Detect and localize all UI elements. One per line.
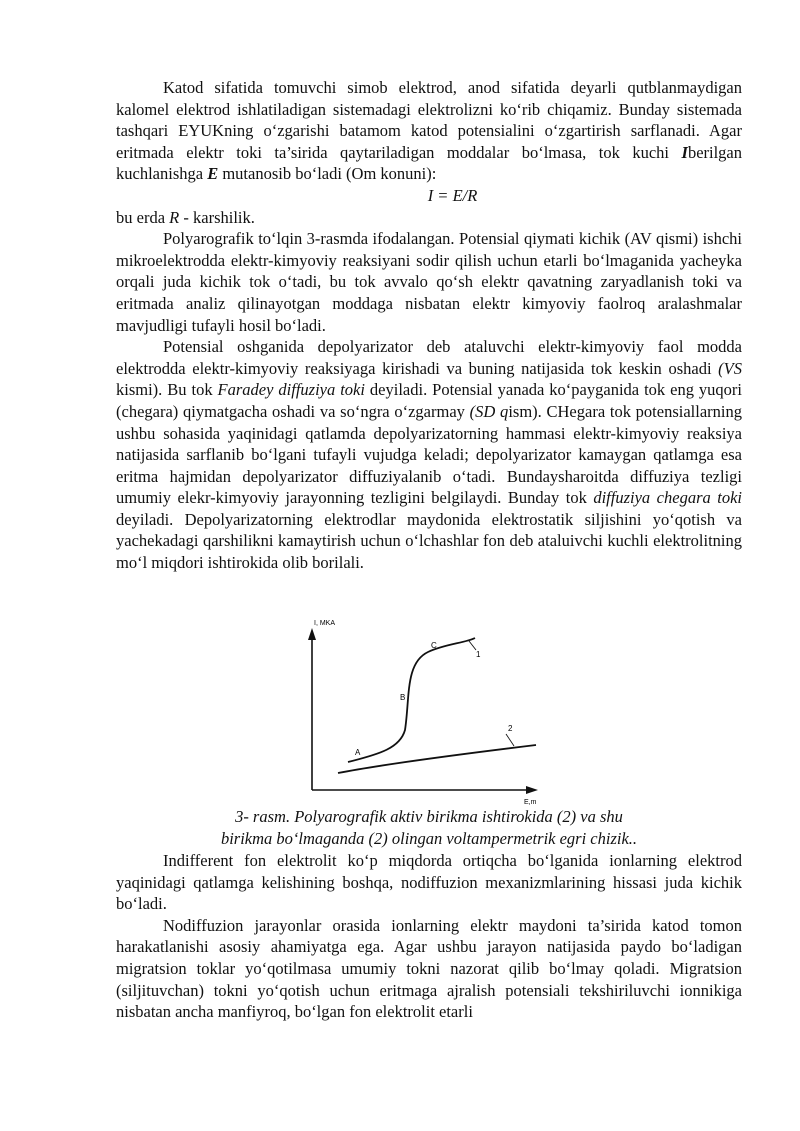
curve-2-leader [506, 734, 514, 746]
ohm-law-formula: I = E/R [427, 185, 478, 205]
point-b-label: B [400, 693, 406, 702]
point-a-label: A [355, 748, 361, 757]
paragraph-2: bu erda R - karshilik. [116, 207, 255, 227]
paragraph-3: Polyarografik to‘lqin 3-rasmda ifodalangan. Potensial qiymati kichik (AV qismi) ishchi mikroelektrodda elektr-kimyoviy reaksiyani sodir qilish uchun etarli bo‘lmaganida yacheyka orqali juda kichik tok o‘tadi, bu tok avvalo qo‘sh elektr qavatning zaryadlanish toki va eritmada analiz qilinayotgan moddaga nisbatan elektr kimyoviy faolroq aralashmalar mavjudligi tufayli hosil bo‘ladi. [116, 229, 742, 335]
curve-2-label: 2 [508, 724, 513, 733]
body-text-top [116, 77, 742, 574]
curve-1 [348, 638, 475, 762]
figure-caption [116, 806, 742, 849]
curve-2 [338, 745, 536, 773]
curve-1-leader [469, 641, 476, 650]
point-c-label: C [431, 641, 437, 650]
paragraph-4: Potensial oshganida depolyarizator deb ataluvchi elektr-kimyoviy faol modda elektrodda elektr-kimyoviy reaksiyaga kirishadi va buning natijasida tok keskin oshadi (VS kismi). Bu tok Faradey diffuziya toki deyiladi. Potensial yanada ko‘payganida tok eng yuqori (chegara) qiymatgacha oshadi va so‘ngra o‘zgarmay (SD qism). CHegara tok potensiallarning ushbu sohasida yaqinidagi qatlamda depolyarizatorning hammasi elektr-kimyoviy reaksiya natijasida sarflanib bo‘lgani tufayli vujudga keladi; depolyarizator kamaygan qatlamga esa eritma hajmidan depolyarizator diffuziyalanib o‘tadi. Bundaysharoitda diffuziya tezligi umumiy elekr-kimyoviy jarayonning tezligini belgilaydi. Bunday tok diffuziya chegara toki deyiladi. Depolyarizatorning elektrodlar maydonida elektrostatik siljishini yo‘qotish va yachekadagi qarshilikni kamaytirish uchun o‘lchashlar fon deb ataluivchi kuchli elektrolitning mo‘l miqdori ishtirokida olib borilali. [116, 337, 742, 573]
paragraph-5: Indifferent fon elektrolit ko‘p miqdorda ortiqcha bo‘lganida ionlarning elektrod yaqinidagi qatlamga kelishining boshqa, nodiffuzion mexanizmlarining hissasi juda kichik bo‘ladi. [116, 851, 742, 914]
voltammetric-curve-figure [300, 618, 550, 808]
caption-line-2: birikma bo‘lmaganda (2) olingan voltampermetrik egri chizik.. [220, 828, 638, 848]
paragraph-1: Katod sifatida tomuvchi simob elektrod, anod sifatida deyarli qutblanmaydigan kalomel elektrod ishlatiladigan sistemadagi elektrolizni ko‘rib chiqamiz. Bunday sistemada tashqari EYUKning o‘zgarishi batamom katod potensialini o‘zgartirish sarflanadi. Agar eritmada elektr toki ta’sirida qaytariladigan moddalar bo‘lmasa, tok kuchi Iberilgan kuchlanishga E mutanosib bo‘ladi (Om konuni): [116, 78, 742, 184]
y-axis-arrow [308, 628, 316, 640]
y-axis-label: I, MKA [314, 620, 336, 627]
body-text-bottom [116, 850, 742, 1023]
x-axis-label: E,m [524, 799, 537, 806]
curve-1-label: 1 [476, 650, 481, 659]
paragraph-6: Nodiffuzion jarayonlar orasida ionlarning elektr maydoni ta’sirida katod tomon harakatlanishi asosiy ahamiyatga ega. Agar ushbu jarayon natijasida paydo bo‘ladigan migratsion toklar yo‘qotilmasa umumiy tokni nazorat qilib bo‘lmay qoladi. Migratsion (siljituvchan) tokni yo‘qotish uchun eritmaga ajralish potensiali tekshiriluvchi ionnikiga nisbatan ancha manfiyroq, bo‘lgan fon elektrolit etarli [116, 915, 742, 1022]
caption-line-1: 3- rasm. Polyarografik aktiv birikma ishtirokida (2) va shu [235, 807, 623, 826]
x-axis-arrow [526, 786, 538, 794]
